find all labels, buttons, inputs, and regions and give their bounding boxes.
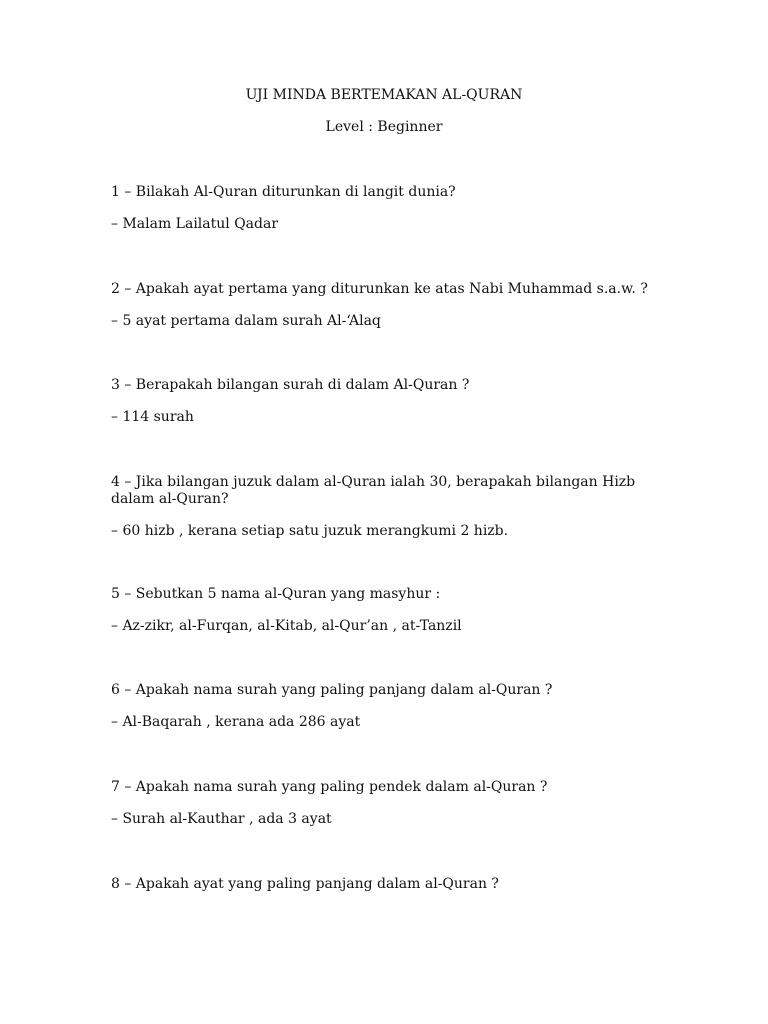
question-6: 6 – Apakah nama surah yang paling panjang dalam al-Quran ? — [111, 682, 553, 698]
answer-4: – 60 hizb , kerana setiap satu juzuk merangkumi 2 hizb. — [111, 523, 509, 539]
question-7: 7 – Apakah nama surah yang paling pendek dalam al-Quran ? — [111, 779, 548, 795]
answer-6: – Al-Baqarah , kerana ada 286 ayat — [111, 714, 361, 730]
qa-item-1 — [111, 184, 671, 233]
question-4: 4 – Jika bilangan juzuk dalam al-Quran ialah 30, berapakah bilangan Hizb dalam al-Quran? — [111, 474, 636, 507]
answer-1: – Malam Lailatul Qadar — [111, 216, 279, 232]
question-5: 5 – Sebutkan 5 nama al-Quran yang masyhur : — [111, 586, 441, 602]
qa-item-6 — [111, 682, 671, 731]
question-8: 8 – Apakah ayat yang paling panjang dalam al-Quran ? — [111, 876, 499, 892]
answer-3: – 114 surah — [111, 409, 194, 425]
answer-7: – Surah al-Kauthar , ada 3 ayat — [111, 811, 332, 827]
qa-item-8 — [111, 876, 671, 893]
document-title: UJI MINDA BERTEMAKAN AL-QURAN — [245, 87, 523, 103]
question-1: 1 – Bilakah Al-Quran diturunkan di langit dunia? — [111, 184, 456, 200]
qa-item-7 — [111, 779, 671, 828]
qa-item-2 — [111, 281, 671, 330]
answer-2: – 5 ayat pertama dalam surah Al-‘Alaq — [111, 313, 381, 329]
question-3: 3 – Berapakah bilangan surah di dalam Al-Quran ? — [111, 377, 470, 393]
answer-5: – Az-zikr, al-Furqan, al-Kitab, al-Qur’an , at-Tanzil — [111, 618, 462, 634]
question-2: 2 – Apakah ayat pertama yang diturunkan ke atas Nabi Muhammad s.a.w. ? — [111, 281, 648, 297]
qa-item-3 — [111, 377, 671, 426]
level-label: Level : Beginner — [325, 119, 443, 135]
qa-item-5 — [111, 586, 671, 635]
qa-item-4 — [111, 474, 671, 540]
